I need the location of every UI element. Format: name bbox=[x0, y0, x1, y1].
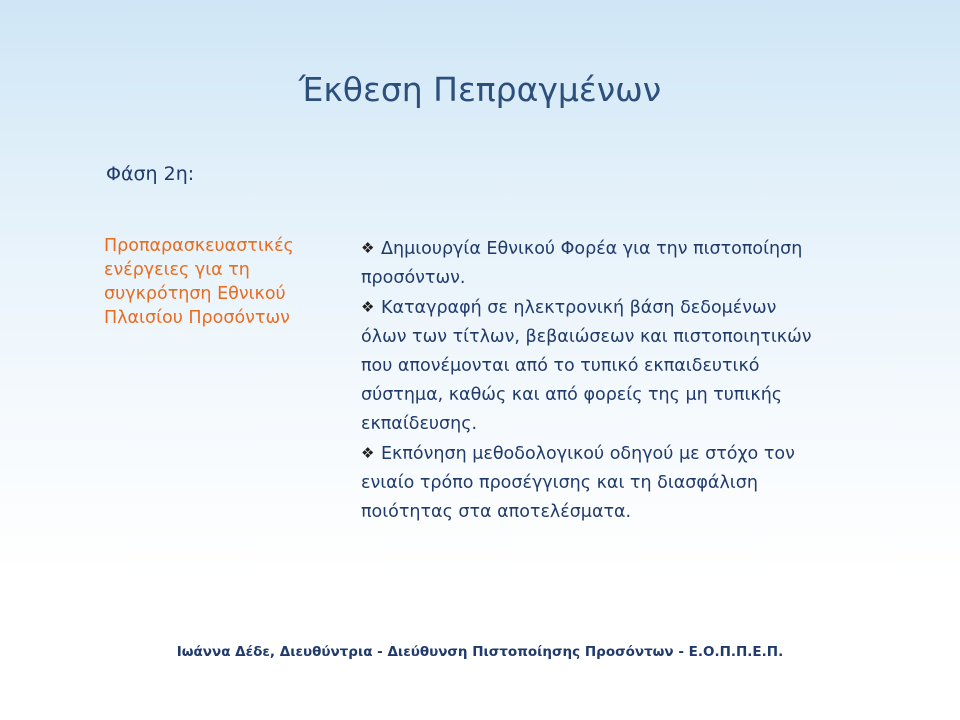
bullet-line bbox=[361, 234, 891, 264]
bullet-text: Καταγραφή σε ηλεκτρονική βάση δεδομένων bbox=[381, 298, 777, 318]
left-heading-line: Προπαρασκευαστικές bbox=[104, 236, 294, 256]
four-diamond-bullet-icon: ❖ bbox=[361, 444, 375, 462]
bullet-line: προσόντων. bbox=[361, 268, 466, 288]
bullet-line: εκπαίδευσης. bbox=[361, 414, 478, 434]
bullet-line bbox=[361, 439, 891, 469]
left-heading-line: ενέργειες για τη bbox=[104, 260, 250, 281]
slide-title: Έκθεση Πεπραγμένων bbox=[298, 70, 662, 109]
bullet-item bbox=[361, 439, 891, 527]
left-heading-line: Πλαισίου Προσόντων bbox=[104, 308, 290, 329]
left-heading-line: συγκρότηση Εθνικού bbox=[104, 284, 286, 305]
left-heading bbox=[104, 234, 344, 331]
footer-credit: Ιωάννα Δέδε, Διευθύντρια - Διεύθυνση Πιστοποίησης Προσόντων - Ε.Ο.Π.Π.Ε.Π. bbox=[176, 644, 784, 660]
bullet-line: ποιότητας στα αποτελέσματα. bbox=[361, 502, 632, 522]
bullet-item bbox=[361, 293, 891, 439]
bullet-line: που απονέμονται από το τυπικό εκπαιδευτικό bbox=[361, 356, 760, 376]
bullet-list bbox=[361, 234, 891, 527]
phase-label: Φάση 2η: bbox=[106, 163, 195, 185]
bullet-line: σύστημα, καθώς και από φορείς της μη τυπικής bbox=[361, 385, 783, 405]
bullet-line: ενιαίο τρόπο προσέγγισης και τη διασφάλιση bbox=[361, 473, 758, 493]
bullet-text: Εκπόνηση μεθοδολογικού οδηγού με στόχο τον bbox=[381, 444, 795, 464]
four-diamond-bullet-icon: ❖ bbox=[361, 239, 375, 257]
bullet-item bbox=[361, 234, 891, 293]
four-diamond-bullet-icon: ❖ bbox=[361, 298, 375, 316]
bullet-text: Δημιουργία Εθνικού Φορέα για την πιστοποίηση bbox=[381, 239, 803, 259]
bullet-line bbox=[361, 293, 891, 323]
bullet-line: όλων των τίτλων, βεβαιώσεων και πιστοποιητικών bbox=[361, 327, 812, 347]
